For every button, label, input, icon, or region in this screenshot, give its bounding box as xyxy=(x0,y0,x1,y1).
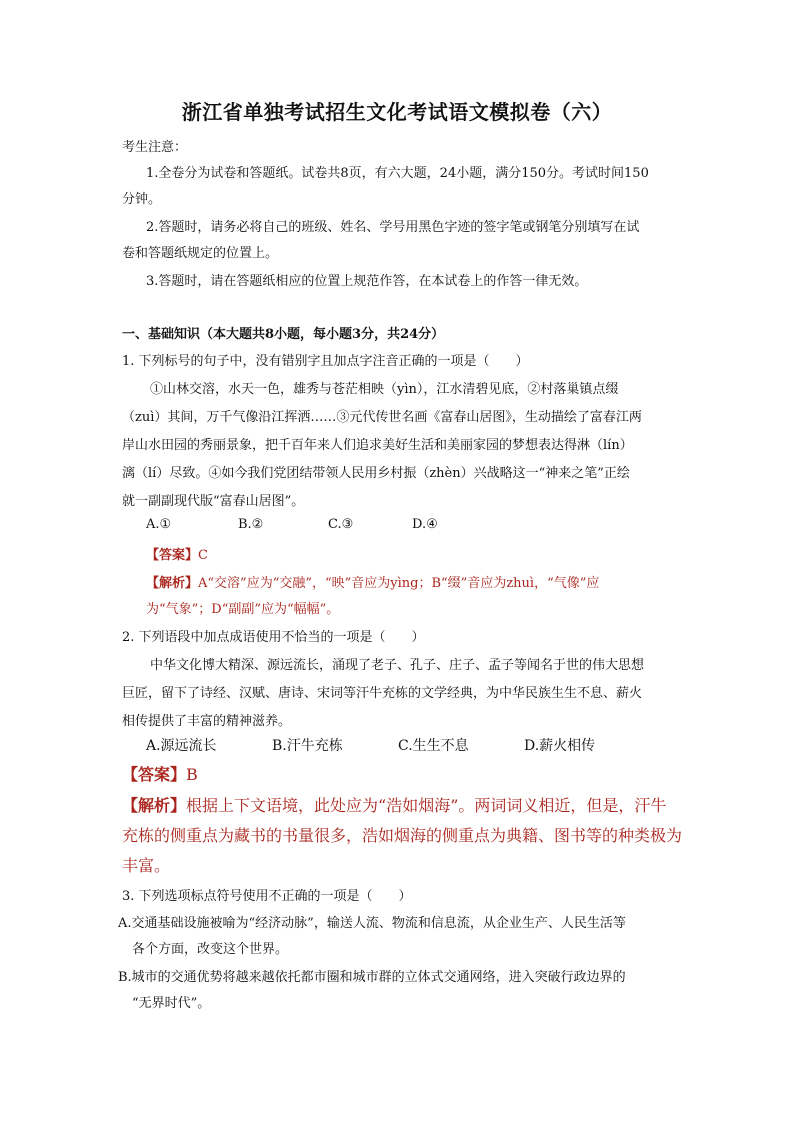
notice-heading: 考生注意： xyxy=(122,140,188,155)
analysis-text: A“交溶”应为“交融”，“映”音应为yìng；B“缀”音应为zhuì，“气像”应 xyxy=(198,576,600,591)
notice-line: 3.答题时，请在答题纸相应的位置上规范作答，在本试卷上的作答一律无效。 xyxy=(146,274,588,289)
option-b-cont: “无界时代”。 xyxy=(132,996,211,1011)
option-a[interactable]: A.① xyxy=(146,517,172,532)
option-d[interactable]: D.薪火相传 xyxy=(524,738,596,754)
option-a-cont: 各个方面，改变这个世界。 xyxy=(132,942,289,957)
options-row xyxy=(146,517,438,532)
notice-line: 2.答题时，请务必将自己的班级、姓名、学号用黑色字迹的签字笔或钢笔分别填写在试 xyxy=(146,220,640,235)
analysis-line xyxy=(146,572,599,591)
analysis-line xyxy=(122,793,666,816)
analysis-text: 充栋的侧重点为藏书的书量很多，浩如烟海的侧重点为典籍、图书等的种类极为 xyxy=(122,826,683,845)
answer-tag: 【答案】 xyxy=(122,765,187,784)
option-b[interactable]: B.城市的交通优势将越来越依托都市圈和城市群的立体式交通网络，进入突破行政边界的 xyxy=(118,970,626,985)
passage-line: 岸山水田园的秀丽景象，把千百年来人们追求美好生活和美丽家园的梦想表达得淋（lín） xyxy=(122,438,633,453)
page-title: 浙江省单独考试招生文化考试语文模拟卷（六） xyxy=(181,100,613,124)
notice-line: 分钟。 xyxy=(122,192,162,207)
notice-line: 1.全卷分为试卷和答题纸。试卷共8页，有六大题，24小题，满分150分。考试时间150 xyxy=(146,166,649,181)
question-stem: 3. 下列选项标点符号使用不正确的一项是（ ） xyxy=(122,889,412,904)
option-c[interactable]: C.生生不息 xyxy=(398,738,469,754)
answer-tag: 【答案】 xyxy=(146,548,199,563)
passage-line: ①山林交溶，水天一色，雄秀与苍茫相映（yìn），江水清碧见底，②村落巢镇点缀 xyxy=(150,382,619,397)
answer-value: C xyxy=(198,548,208,563)
notice-line: 卷和答题纸规定的位置上。 xyxy=(122,246,279,261)
answer-value: B xyxy=(186,765,198,784)
question-stem: 2. 下列语段中加点成语使用不恰当的一项是（ ） xyxy=(122,630,425,645)
option-a[interactable]: A.源远流长 xyxy=(146,738,217,754)
option-c[interactable]: C.③ xyxy=(328,517,354,532)
passage-line: 相传提供了丰富的精神滋养。 xyxy=(122,714,292,729)
passage-line: 就一副副现代版“富春山居图”。 xyxy=(122,494,305,509)
answer-line xyxy=(122,762,198,785)
option-b[interactable]: B.汗牛充栋 xyxy=(272,738,343,754)
passage-line: （zuì）其间，万千气像沿江挥洒……③元代传世名画《富春山居图》，生动描绘了富春江两 xyxy=(122,410,642,425)
option-b[interactable]: B.② xyxy=(238,517,264,532)
analysis-text: 丰富。 xyxy=(122,856,171,875)
option-d[interactable]: D.④ xyxy=(412,517,438,532)
analysis-text: 根据上下文语境，此处应为“浩如烟海”。两词词义相近，但是，汗牛 xyxy=(186,796,667,815)
option-a[interactable]: A.交通基础设施被喻为“经济动脉”，输送人流、物流和信息流，从企业生产、人民生活等 xyxy=(118,916,626,931)
passage-line: 巨匠，留下了诗经、汉赋、唐诗、宋词等汗牛充栋的文学经典，为中华民族生生不息、薪火 xyxy=(122,686,643,701)
analysis-text: 为“气象”；D“副副”应为“幅幅”。 xyxy=(146,602,340,617)
analysis-tag: 【解析】 xyxy=(146,576,199,591)
section-heading: 一、基础知识（本大题共8小题，每小题3分，共24分） xyxy=(122,327,445,342)
passage-line: 中华文化博大精深、源远流长，涌现了老子、孔子、庄子、孟子等闻名于世的伟大思想 xyxy=(150,658,645,673)
analysis-tag: 【解析】 xyxy=(122,796,187,815)
question-stem: 1. 下列标号的句子中，没有错别字且加点字注音正确的一项是（ ） xyxy=(122,354,529,369)
options-row xyxy=(146,735,595,755)
passage-line: 漓（lí）尽致。④如今我们党团结带领人民用乡村振（zhèn）兴战略这一“神来之笔”正绘 xyxy=(122,466,630,481)
answer-line xyxy=(146,544,208,563)
